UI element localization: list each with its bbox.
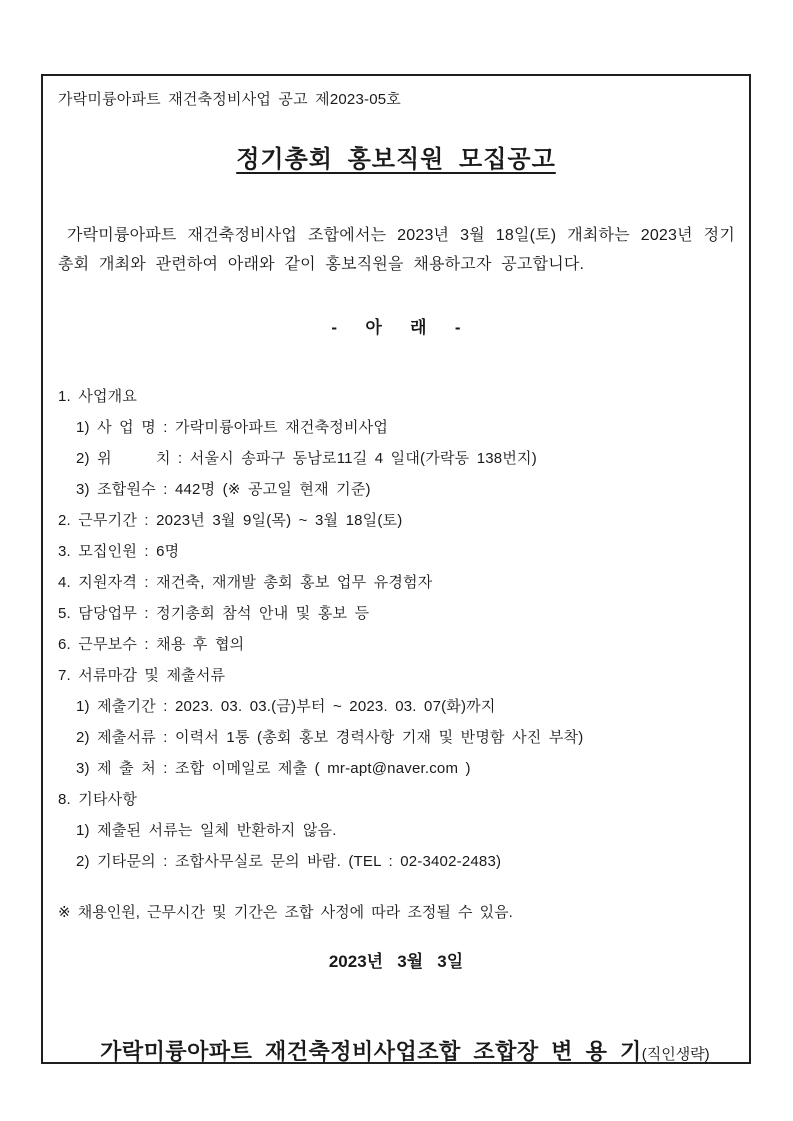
list-item-member-count: 3) 조합원수 : 442명 (※ 공고일 현재 기준) bbox=[76, 481, 371, 498]
signature-name: 가락미륭아파트 재건축정비사업조합 조합장 변 용 기 bbox=[100, 1039, 642, 1064]
list-item-headcount: 3. 모집인원 : 6명 bbox=[58, 543, 180, 560]
notice-document bbox=[41, 74, 751, 1064]
notice-item-list bbox=[58, 381, 735, 877]
list-item-no-return: 1) 제출된 서류는 일체 반환하지 않음. bbox=[76, 822, 337, 839]
signature-block bbox=[43, 1007, 749, 1064]
list-item-duties: 5. 담당업무 : 정기총회 참석 안내 및 홍보 등 bbox=[58, 605, 370, 622]
list-item-submission-period: 1) 제출기간 : 2023. 03. 03.(금)부터 ~ 2023. 03. 07(화)까지 bbox=[76, 698, 496, 715]
list-item-location: 2) 위 치 : 서울시 송파구 동남로11길 4 일대(가락동 138번지) bbox=[76, 450, 537, 467]
intro-paragraph: 가락미륭아파트 재건축정비사업 조합에서는 2023년 3월 18일(토) 개최하는 2023년 정기총회 개최와 관련하여 아래와 같이 홍보직원을 채용하고자 공고합니다. bbox=[58, 227, 735, 273]
list-item-submission-place: 3) 제 출 처 : 조합 이메일로 제출 ( mr-apt@naver.com ) bbox=[76, 760, 471, 777]
list-item-pay: 6. 근무보수 : 채용 후 협의 bbox=[58, 636, 245, 653]
list-item-contact: 2) 기타문의 : 조합사무실로 문의 바람. (TEL : 02-3402-2483) bbox=[76, 853, 502, 870]
list-item-project-name: 1) 사 업 명 : 가락미륭아파트 재건축정비사업 bbox=[76, 419, 389, 436]
footnote: ※ 채용인원, 근무시간 및 기간은 조합 사정에 따라 조정될 수 있음. bbox=[58, 904, 513, 921]
list-item-etc: 8. 기타사항 bbox=[58, 791, 138, 808]
list-item-work-period: 2. 근무기간 : 2023년 3월 9일(목) ~ 3월 18일(토) bbox=[58, 512, 403, 529]
page-title: 정기총회 홍보직원 모집공고 bbox=[236, 146, 556, 173]
list-item-document-deadline: 7. 서류마감 및 제출서류 bbox=[58, 667, 226, 684]
list-item-submission-docs: 2) 제출서류 : 이력서 1통 (총회 홍보 경력사항 기재 및 반명함 사진 부착) bbox=[76, 729, 584, 746]
notice-date: 2023년 3월 3일 bbox=[328, 952, 464, 971]
list-item-project-overview: 1. 사업개요 bbox=[58, 388, 138, 405]
list-item-qualification: 4. 지원자격 : 재건축, 재개발 총회 홍보 업무 유경험자 bbox=[58, 574, 433, 591]
signature-seal-omitted: (직인생략) bbox=[641, 1046, 710, 1063]
doc-number: 가락미륭아파트 재건축정비사업 공고 제2023-05호 bbox=[58, 91, 401, 108]
below-divider-label: - 아 래 - bbox=[331, 318, 461, 337]
